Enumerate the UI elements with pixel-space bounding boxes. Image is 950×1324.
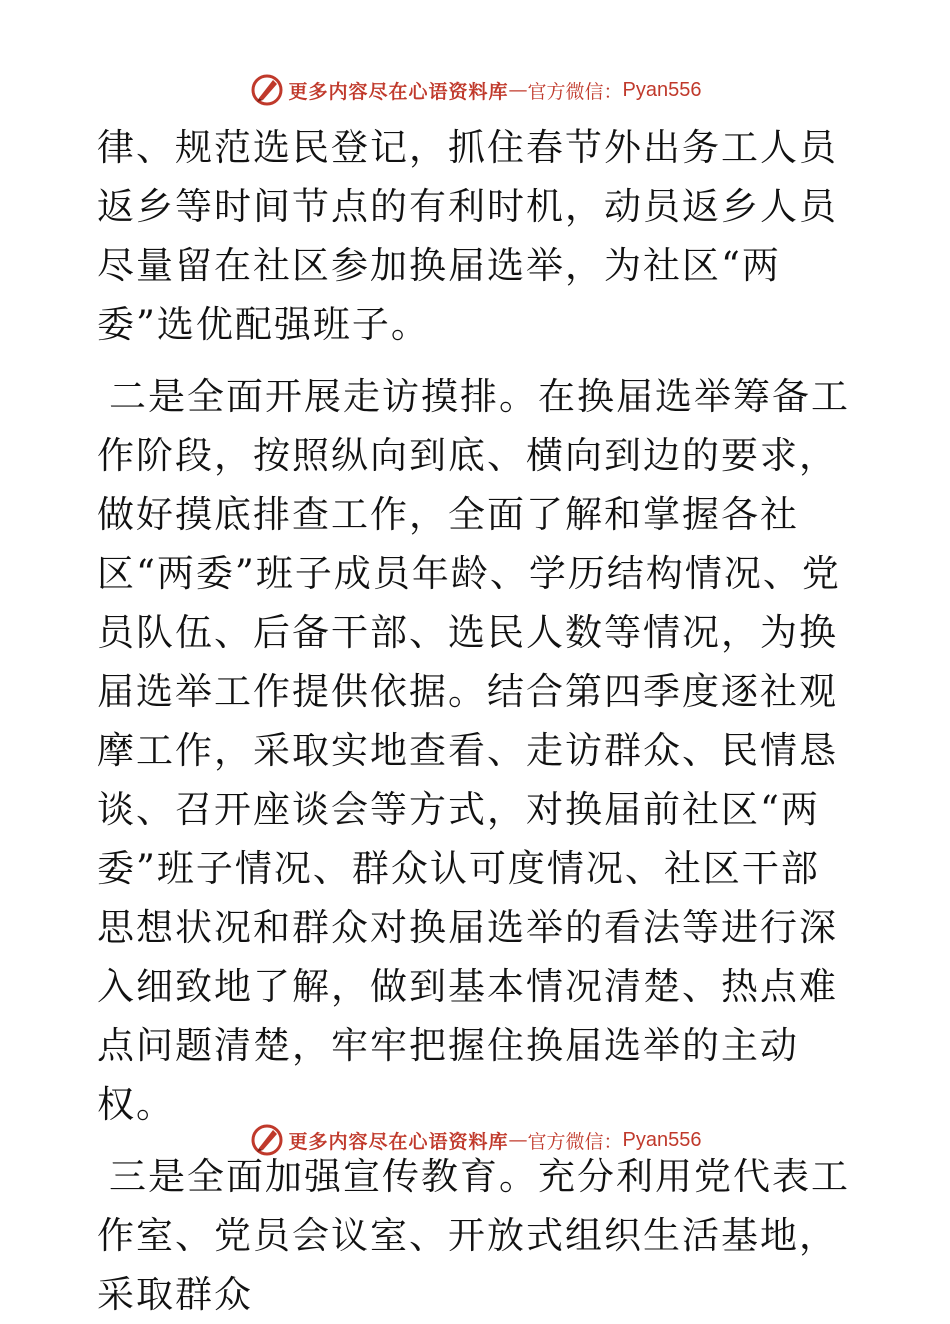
pen-logo-icon — [249, 1122, 285, 1158]
watermark-title: 更多内容尽在心语资料库 — [288, 80, 509, 103]
header-watermark — [0, 70, 950, 110]
watermark-account: Pyan556 — [622, 78, 702, 101]
paragraph-1: 律、规范选民登记，抓住春节外出务工人员返乡等时间节点的有利时机，动员返乡人员尽量留在社区参加换届选举，为社区“两委”选优配强班子。 — [97, 126, 838, 346]
pen-logo-icon — [249, 72, 285, 108]
footer-watermark — [0, 1120, 950, 1160]
watermark-separator: — — [508, 79, 528, 101]
watermark-account: Pyan556 — [622, 1128, 702, 1151]
watermark-label: 官方微信： — [527, 1130, 623, 1153]
watermark-title: 更多内容尽在心语资料库 — [288, 1130, 509, 1153]
paragraph-3: 三是全面加强宣传教育。充分利用党代表工作室、党员会议室、开放式组织生活基地，采取群众 — [97, 1155, 850, 1316]
watermark-label: 官方微信： — [527, 80, 623, 103]
paragraph-2: 二是全面开展走访摸排。在换届选举筹备工作阶段，按照纵向到底、横向到边的要求，做好摸底排查工作，全面了解和掌握各社区“两委”班子成员年龄、学历结构情况、党员队伍、后备干部、选民人数等情况，为换届选举工作提供依据。结合第四季度逐社观摩工作，采取实地查看、走访群众、民情恳谈、召开座谈会等方式，对换届前社区“两委”班子情况、群众认可度情况、社区干部思想状况和群众对换届选举的看法等进行深入细致地了解，做到基本情况清楚、热点难点问题清楚，牢牢把握住换届选举的主动权。 — [97, 375, 850, 1126]
watermark-separator: — — [508, 1129, 528, 1151]
